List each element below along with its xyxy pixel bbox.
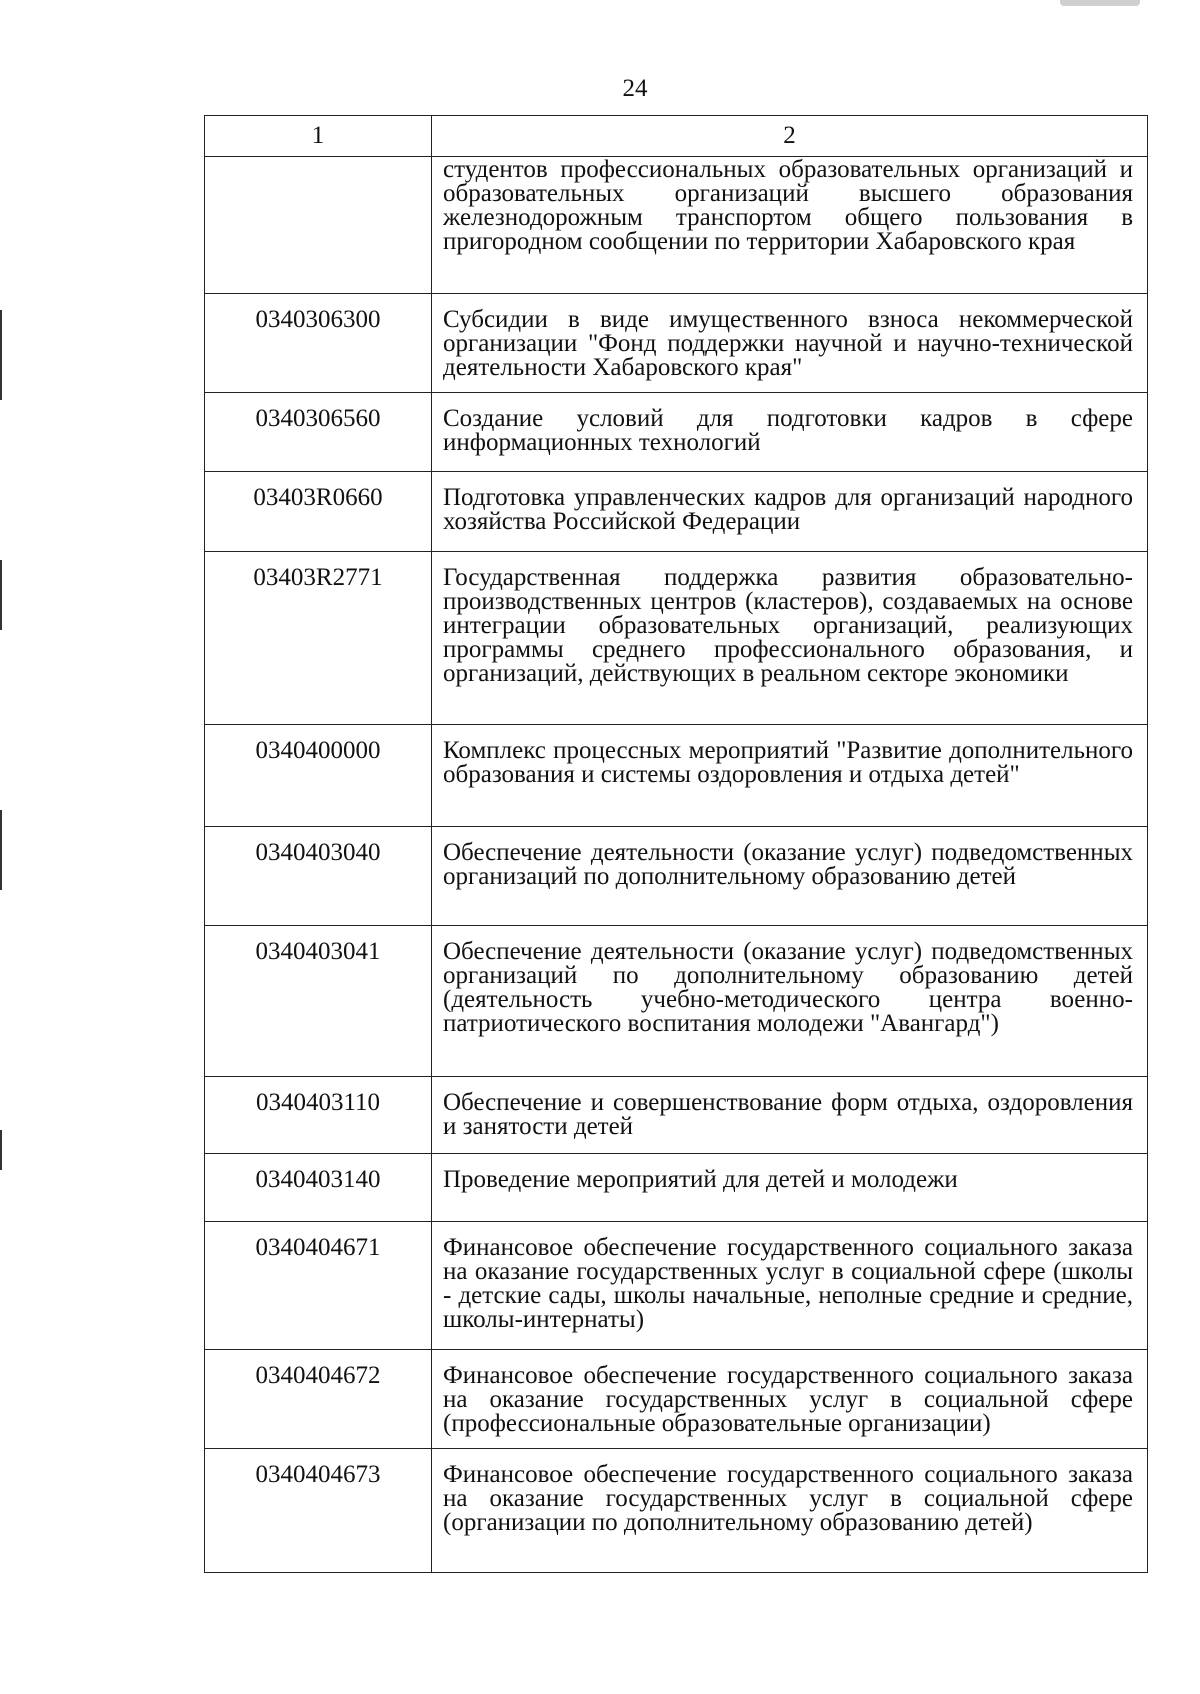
- row-code: 03403R2771: [205, 552, 432, 725]
- row-description: Обеспечение деятельности (оказание услуг) подведомственных организаций по дополнительному образованию детей: [432, 827, 1148, 926]
- row-description: Финансовое обеспечение государственного социального заказа на оказание государственных услуг в социальной сфере (школы - детские сады, школы начальные, неполные средние и средние, школы-интернаты): [432, 1222, 1148, 1350]
- table-row: [205, 1350, 1148, 1449]
- column-header-description: 2: [432, 116, 1148, 157]
- table-row: [205, 393, 1148, 472]
- row-code: [205, 157, 432, 294]
- row-description: Обеспечение и совершенствование форм отдыха, оздоровления и занятости детей: [432, 1077, 1148, 1154]
- row-code: 0340403110: [205, 1077, 432, 1154]
- table-row: [205, 926, 1148, 1077]
- row-code: 0340403140: [205, 1154, 432, 1222]
- scan-edge-mark: [0, 560, 2, 630]
- scan-edge-mark: [0, 310, 2, 400]
- row-code: 0340403040: [205, 827, 432, 926]
- table-row: [205, 294, 1148, 393]
- budget-code-table: [204, 115, 1148, 1573]
- table-row: [205, 472, 1148, 552]
- row-description: Проведение мероприятий для детей и молодежи: [432, 1154, 1148, 1222]
- scan-edge-mark: [0, 810, 2, 890]
- row-description: Финансовое обеспечение государственного социального заказа на оказание государственных услуг в социальной сфере (профессиональные образовательные организации): [432, 1350, 1148, 1449]
- row-code: 0340306300: [205, 294, 432, 393]
- row-code: 0340306560: [205, 393, 432, 472]
- row-description: Подготовка управленческих кадров для организаций народного хозяйства Российской Федерации: [432, 472, 1148, 552]
- table-row: [205, 1222, 1148, 1350]
- row-code: 03403R0660: [205, 472, 432, 552]
- row-code: 0340403041: [205, 926, 432, 1077]
- row-description: Субсидии в виде имущественного взноса некоммерческой организации "Фонд поддержки научной и научно-технической деятельности Хабаровского края": [432, 294, 1148, 393]
- row-code: 0340404671: [205, 1222, 432, 1350]
- table-row: [205, 1449, 1148, 1573]
- scan-artifact-top: [1060, 0, 1140, 6]
- table-row: [205, 157, 1148, 294]
- column-header-code: 1: [205, 116, 432, 157]
- row-description: Комплекс процессных мероприятий "Развитие дополнительного образования и системы оздоровления и отдыха детей": [432, 725, 1148, 827]
- row-description: Государственная поддержка развития образовательно-производственных центров (кластеров), создаваемых на основе интеграции образовательных организаций, реализующих программы среднего профессионального образования, и организаций, действующих в реальном секторе экономики: [432, 552, 1148, 725]
- table-header-row: [205, 116, 1148, 157]
- row-description: Обеспечение деятельности (оказание услуг) подведомственных организаций по дополнительному образованию детей (деятельность учебно-методического центра военно-патриотического воспитания молодежи "Авангард"): [432, 926, 1148, 1077]
- table-row: [205, 1077, 1148, 1154]
- row-code: 0340400000: [205, 725, 432, 827]
- page-number: 24: [622, 75, 648, 102]
- table-row: [205, 725, 1148, 827]
- table-row: [205, 827, 1148, 926]
- table-row: [205, 1154, 1148, 1222]
- scan-edge-mark: [0, 1130, 2, 1170]
- row-code: 0340404672: [205, 1350, 432, 1449]
- table-row: [205, 552, 1148, 725]
- row-description: Финансовое обеспечение государственного социального заказа на оказание государственных услуг в социальной сфере (организации по дополнительному образованию детей): [432, 1449, 1148, 1573]
- row-description: студентов профессиональных образовательных организаций и образовательных организаций высшего образования железнодорожным транспортом общего пользования в пригородном сообщении по территории Хабаровского края: [432, 157, 1148, 294]
- row-description: Создание условий для подготовки кадров в сфере информационных технологий: [432, 393, 1148, 472]
- row-code: 0340404673: [205, 1449, 432, 1573]
